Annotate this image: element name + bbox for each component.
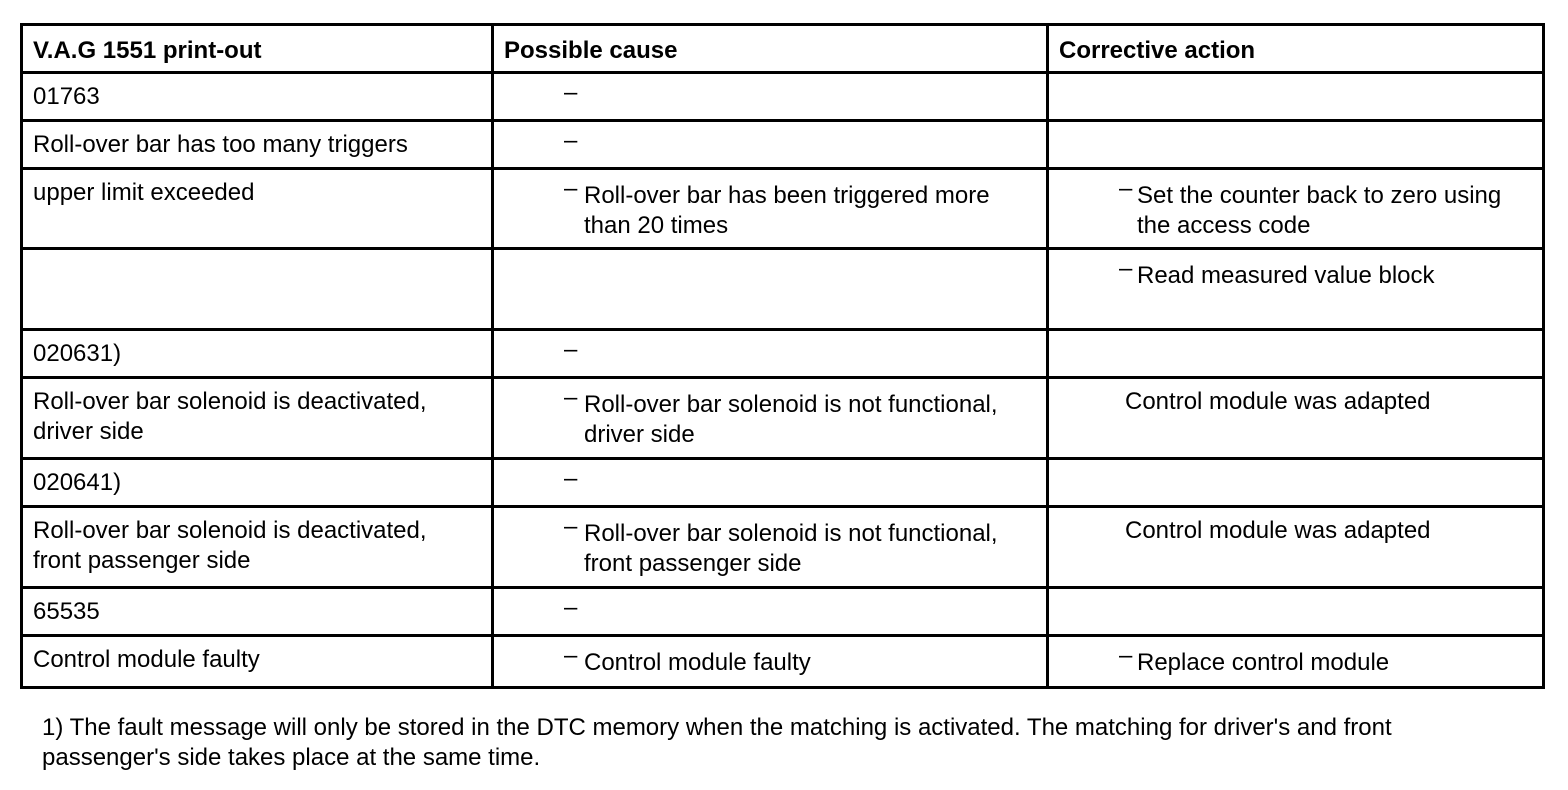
- printout-cell: 65535: [22, 588, 493, 636]
- cause-cell: – Roll-over bar solenoid is not functional, driver side: [493, 378, 1048, 459]
- printout-cell: Roll-over bar solenoid is deactivated, driver side: [22, 378, 493, 459]
- table-row: [22, 459, 1544, 507]
- cause-cell: [493, 73, 1048, 121]
- cause-cell: [493, 459, 1048, 507]
- dash-marker: –: [564, 175, 578, 202]
- dash-marker: –: [564, 127, 578, 154]
- dash-marker: –: [564, 594, 578, 621]
- printout-cell: [22, 249, 493, 330]
- dash-marker: –: [564, 642, 578, 669]
- cause-cell: – Control module faulty: [493, 636, 1048, 688]
- header-row: [22, 25, 1544, 73]
- table-row: [22, 378, 1544, 459]
- printout-cell: Roll-over bar has too many triggers: [22, 121, 493, 169]
- cause-cell: [493, 588, 1048, 636]
- cause-cell: [493, 330, 1048, 378]
- table-row: [22, 588, 1544, 636]
- table-row: [22, 249, 1544, 330]
- header-possible-cause: Possible cause: [493, 25, 1048, 73]
- dash-marker: –: [564, 465, 578, 492]
- table-row: [22, 507, 1544, 588]
- footnote: 1) The fault message will only be stored in the DTC memory when the matching is activated. The matching for driver's and front passenger's side takes place at the same time.: [42, 714, 1392, 771]
- table-row: [22, 121, 1544, 169]
- action-cell: – Set the counter back to zero using the access code: [1048, 169, 1544, 249]
- header-corrective-action: Corrective action: [1048, 25, 1544, 73]
- printout-cell: 01763: [22, 73, 493, 121]
- cause-cell: – Roll-over bar solenoid is not functional, front passenger side: [493, 507, 1048, 588]
- printout-cell: upper limit exceeded: [22, 169, 493, 249]
- cause-cell: – Roll-over bar has been triggered more than 20 times: [493, 169, 1048, 249]
- dash-marker: –: [1119, 642, 1133, 669]
- action-cell: – Read measured value block: [1048, 249, 1544, 330]
- dtc-table: [20, 23, 1545, 689]
- dash-marker: –: [1119, 255, 1133, 282]
- action-cell: [1048, 73, 1544, 121]
- table-row: [22, 73, 1544, 121]
- dash-marker: –: [564, 513, 578, 540]
- table-row: [22, 169, 1544, 249]
- action-cell: [1048, 588, 1544, 636]
- action-cell: Control module was adapted: [1048, 507, 1544, 588]
- printout-cell: 020631): [22, 330, 493, 378]
- dash-marker: –: [564, 79, 578, 106]
- dash-marker: –: [1119, 175, 1133, 202]
- cause-cell: [493, 249, 1048, 330]
- header-printout: V.A.G 1551 print-out: [22, 25, 493, 73]
- printout-cell: Control module faulty: [22, 636, 493, 688]
- dash-marker: –: [564, 384, 578, 411]
- printout-cell: Roll-over bar solenoid is deactivated, front passenger side: [22, 507, 493, 588]
- printout-cell: 020641): [22, 459, 493, 507]
- table-row: [22, 330, 1544, 378]
- action-cell: – Replace control module: [1048, 636, 1544, 688]
- action-cell: [1048, 121, 1544, 169]
- action-cell: Control module was adapted: [1048, 378, 1544, 459]
- cause-cell: [493, 121, 1048, 169]
- table-row: [22, 636, 1544, 688]
- dash-marker: –: [564, 336, 578, 363]
- action-cell: [1048, 330, 1544, 378]
- action-cell: [1048, 459, 1544, 507]
